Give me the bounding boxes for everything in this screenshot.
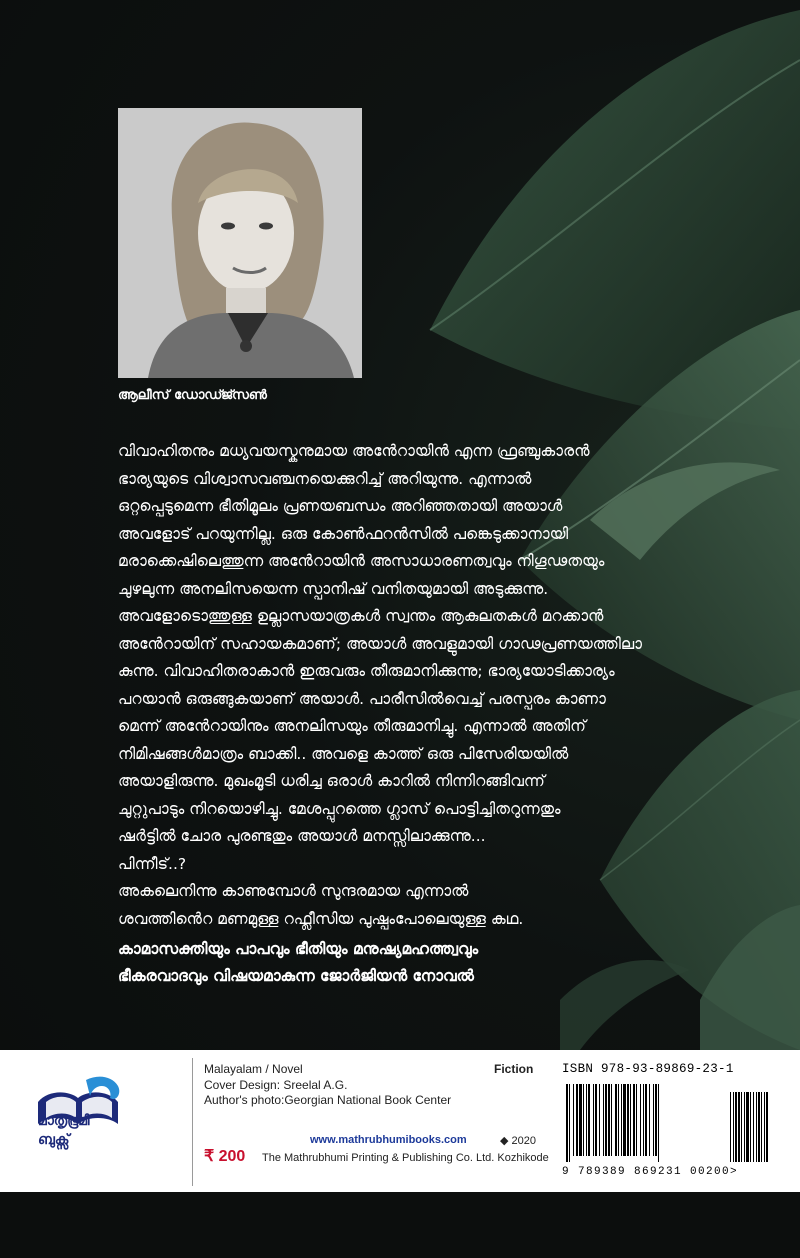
barcode [562, 1084, 790, 1164]
genre-label: Fiction [494, 1062, 534, 1076]
tagline-line: കാമാസക്തിയും പാപവും ഭീതിയും മനുഷ്യമഹത്ത്വവും [118, 940, 479, 958]
website-link[interactable]: www.mathrubhumibooks.com [310, 1134, 467, 1146]
blurb-line: മരാക്കെഷിലെത്തുന്ന അൻേറായിൻ അസാധാരണത്വവും നിഗൂഢതയും [118, 552, 605, 570]
blurb [118, 438, 698, 933]
blurb-line: അൻേറായിന് സഹായകമാണ്; അയാൾ അവളുമായി ഗാഢപ്രണയത്തിലാ [118, 634, 643, 653]
blurb-line: ശവത്തിൻെറ മണമുള്ള റഫ്ലീസിയ പുഷ്പംപോലെയുള്ള കഥ. [118, 909, 524, 928]
blurb-line: അവളോടൊത്തുള്ള ഉല്ലാസയാത്രകൾ സ്വന്തം ആകുലതകൾ മറക്കാൻ [118, 607, 604, 625]
blurb-line: കുന്നു. വിവാഹിതരാകാൻ ഇരുവരും തീരുമാനിക്കുന്നു; ഭാര്യയോടിക്കാര്യം [118, 662, 615, 680]
tagline [118, 936, 718, 990]
logo-name-line1: മാതൃഭൂമി [38, 1113, 90, 1129]
blurb-line: അയാളിരുന്നു. മുഖംമൂടി ധരിച്ച ഒരാൾ കാറിൽ നിന്നിറങ്ങിവന്ന് [118, 772, 545, 790]
publisher-name: The Mathrubhumi Printing & Publishing Co. Ltd. Kozhikode [262, 1152, 549, 1164]
blurb-line: ചുറ്റുപാടും നിറയൊഴിച്ചു. മേശപ്പുറത്തെ ഗ്ലാസ് പൊട്ടിച്ചിതറുന്നതും [118, 799, 561, 818]
blurb-line: ഭാര്യയുടെ വിശ്വാസവഞ്ചനയെക്കുറിച്ച് അറിയുന്നു. എന്നാൽ [118, 469, 532, 488]
author-photo [118, 108, 362, 378]
publisher-logo-name [38, 1112, 90, 1150]
blurb-line: അകലെനിന്നു കാണുമ്പോൾ സുന്ദരമായ എന്നാൽ [118, 882, 469, 900]
barcode-digits: 9 789389 869231 00200> [562, 1166, 739, 1178]
blurb-line: ഷർട്ടിൽ ചോര പുരണ്ടതും അയാൾ മനസ്സിലാക്കുന്നു... [118, 827, 486, 845]
divider [192, 1058, 193, 1186]
book-meta [204, 1062, 451, 1109]
photo-credit: Author's photo:Georgian National Book Center [204, 1093, 452, 1107]
blurb-line: പിന്നീട്..? [118, 854, 187, 873]
publisher-strip [0, 1050, 800, 1192]
bottom-band [0, 1192, 800, 1258]
blurb-line: ചുഴലുന്ന അനലിസയെന്ന സ്പാനിഷ് വനിതയുമായി അടുക്കുന്നു. [118, 579, 549, 598]
logo-name-line2: ബുക്സ് [38, 1132, 70, 1148]
category-label: Malayalam / Novel [204, 1062, 303, 1076]
author-name: ആലീസ് ഡോഡ്ജ്സൺ [118, 388, 267, 403]
publication-year: ◆ 2020 [500, 1135, 536, 1147]
blurb-line: മെന്ന് അൻേറായിനും അനലിസയും തീരുമാനിച്ചു. എന്നാൽ അതിന് [118, 717, 586, 735]
blurb-line: അവളോട് പറയുന്നില്ല. ഒരു കോൺഫറൻസിൽ പങ്കെടുക്കാനായി [118, 524, 569, 543]
isbn-number: ISBN 978-93-89869-23-1 [562, 1062, 734, 1076]
blurb-line: പറയാൻ ഒരുങ്ങുകയാണ് അയാൾ. പാരീസിൽവെച്ച് പരസ്പരം കാണാ [118, 689, 606, 708]
blurb-line: ഒറ്റപ്പെടുമെന്ന ഭീതിമൂലം പ്രണയബന്ധം അറിഞ്ഞതായി അയാൾ [118, 497, 563, 515]
price: ₹ 200 [204, 1148, 246, 1165]
cover-design-credit: Cover Design: Sreelal A.G. [204, 1077, 348, 1092]
blurb-line: വിവാഹിതനും മധ്യവയസ്കനുമായ അൻേറായിൻ എന്ന ഫ്രഞ്ചുകാരൻ [118, 442, 590, 460]
tagline-line: ഭീകരവാദവും വിഷയമാകുന്ന ജോർജിയൻ നോവൽ [118, 967, 474, 985]
blurb-line: നിമിഷങ്ങൾമാത്രം ബാക്കി.. അവളെ കാത്ത് ഒരു പിസേരിയയിൽ [118, 744, 569, 763]
